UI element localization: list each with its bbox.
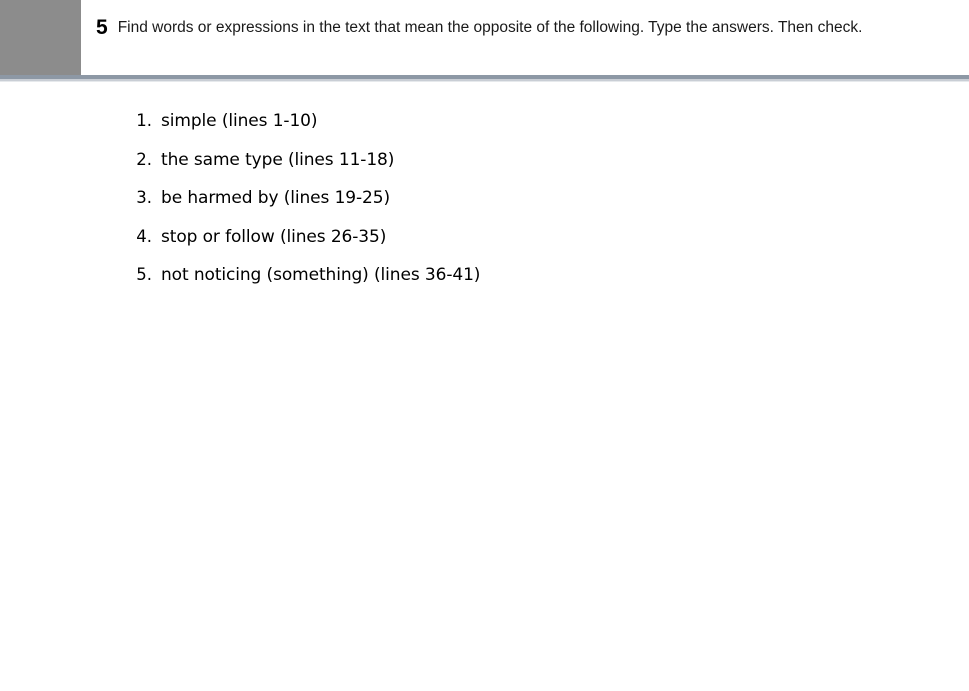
list-item-number: 2. xyxy=(136,149,152,169)
header-divider xyxy=(0,75,969,84)
exercise-number: 5 xyxy=(96,16,108,39)
list-item-text: stop or follow (lines 26-35) xyxy=(161,226,387,247)
list-item-text: not noticing (something) (lines 36-41) xyxy=(161,265,481,285)
list-item xyxy=(0,111,969,131)
exercise-content xyxy=(0,84,969,691)
exercise-header xyxy=(0,0,969,75)
list-item-text: be harmed by (lines 19-25) xyxy=(161,188,391,208)
list-item-number: 3. xyxy=(136,188,152,207)
header-color-block xyxy=(0,0,81,75)
list-item-number: 5. xyxy=(136,265,152,284)
list-item-text: simple (lines 1-10) xyxy=(161,111,318,131)
list-item xyxy=(0,188,969,208)
list-item xyxy=(0,227,969,247)
list-item-number: 1. xyxy=(136,111,152,130)
list-item xyxy=(0,150,969,170)
list-item xyxy=(0,265,969,285)
exercise-instruction: Find words or expressions in the text that mean the opposite of the following. Type the answers. Then check. xyxy=(117,19,863,36)
list-item-text: the same type (lines 11-18) xyxy=(161,149,395,170)
divider-faint-band xyxy=(0,81,969,82)
question-list xyxy=(0,84,969,285)
header-text-area xyxy=(81,0,969,75)
list-item-number: 4. xyxy=(136,226,152,246)
